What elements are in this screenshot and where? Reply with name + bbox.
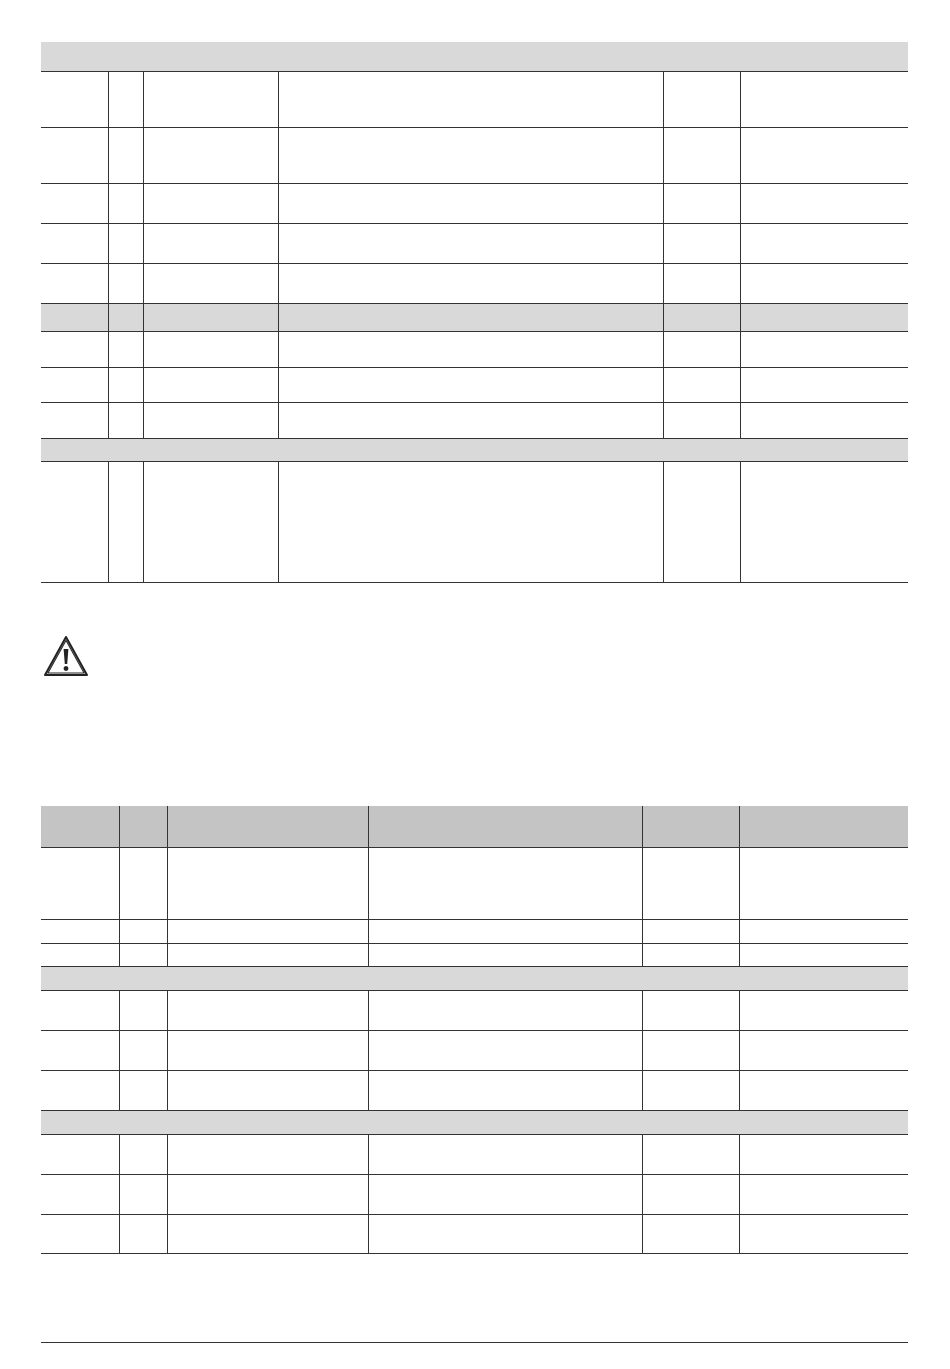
table-row: [41, 403, 908, 439]
section-header-row: [41, 42, 908, 72]
table-row: [41, 944, 908, 967]
table-row: [41, 991, 908, 1031]
table-row: [41, 1071, 908, 1111]
table-row: [41, 1135, 908, 1175]
table-row: [41, 224, 908, 264]
parameter-table-1: [41, 42, 908, 583]
parameter-table-2: [41, 806, 908, 1254]
table-row: [41, 184, 908, 224]
column-header-row: [41, 806, 908, 848]
table-row: [41, 848, 908, 920]
table-row: [41, 920, 908, 944]
table-row: [41, 1215, 908, 1254]
table-row: [41, 1175, 908, 1215]
table-row: [41, 264, 908, 304]
footer-divider: [41, 1342, 908, 1343]
section-header-row: [41, 439, 908, 462]
section-header-row: [41, 1111, 908, 1135]
table-row: [41, 368, 908, 403]
warning-triangle-icon: [42, 634, 90, 678]
table-row: [41, 462, 908, 583]
table-row: [41, 72, 908, 128]
table-row: [41, 1031, 908, 1071]
table-row: [41, 332, 908, 368]
table-row: [41, 128, 908, 184]
section-header-row: [41, 967, 908, 991]
table-row-shaded: [41, 304, 908, 332]
